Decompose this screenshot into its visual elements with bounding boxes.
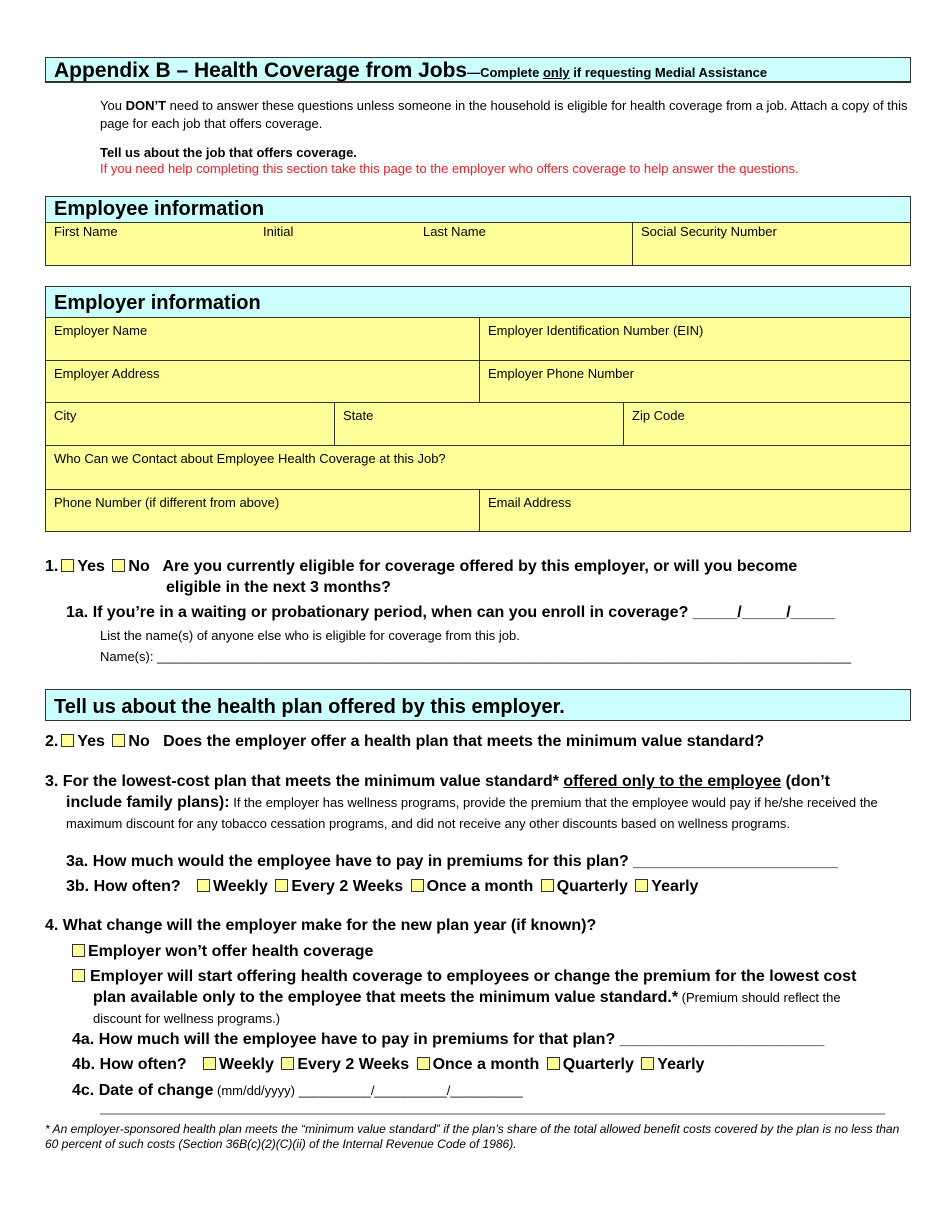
intro-text: You DON’T need to answer these questions unless someone in the household is eligible for health coverage from a job. Attach a copy of this page for each job that offers coverage.: [100, 98, 908, 131]
question-2: 2. Yes No Does the employer offer a health plan that meets the minimum value standard?: [45, 733, 765, 750]
section-header: Employee information: [54, 198, 265, 220]
q2-yes-checkbox[interactable]: [61, 734, 74, 747]
q4-opt1-checkbox[interactable]: [72, 944, 85, 957]
ssn-field[interactable]: Social Security Number: [632, 223, 910, 265]
employer-phone-field[interactable]: Employer Phone Number: [479, 361, 910, 402]
q4b-monthly-checkbox[interactable]: [417, 1057, 430, 1070]
health-plan-header: Tell us about the health plan offered by this employer.: [45, 689, 911, 721]
question-3: 3. For the lowest-cost plan that meets the minimum value standard* offered only to the employee (don’t include family plans): If the employer has wellness programs, provide the premium that the employee would pay if he/she received the maximum discount for any tobacco cessation programs, and did not receive any other discounts based on wellness programs.: [45, 773, 878, 831]
question-4c[interactable]: 4c. Date of change (mm/dd/yyyy) __________/__________/__________: [72, 1082, 523, 1099]
footnote: * An employer-sponsored health plan meets the “minimum value standard” if the plan’s share of the total allowed benefit costs covered by the plan is no less than 60 percent of such costs (Section 36B(c)(2)(C)(ii) of the Internal Revenue Code of 1986).: [45, 1122, 900, 1151]
divider: [100, 1113, 885, 1115]
city-field[interactable]: City: [54, 408, 77, 423]
q4-opt2-checkbox[interactable]: [72, 969, 85, 982]
q4-option-2: Employer will start offering health coverage to employees or change the premium for the lowest cost plan available only to the employee that meets the minimum value standard.* (Premium should reflect the discount for wellness programs.): [72, 966, 892, 1029]
employee-section: [45, 196, 911, 266]
question-4: 4. What change will the employer make for the new plan year (if known)?: [45, 917, 597, 934]
tell-us-job: Tell us about the job that offers coverage.: [100, 145, 357, 160]
q3b-biweekly-checkbox[interactable]: [275, 879, 288, 892]
employer-address-field[interactable]: Employer Address: [54, 366, 160, 381]
question-1: 1. Yes No Are you currently eligible for coverage offered by this employer, or will you become eligible in the next 3 months?: [45, 558, 798, 596]
phone2-field[interactable]: Phone Number (if different from above): [54, 495, 280, 510]
section-header: Employer information: [54, 292, 261, 314]
q4b-weekly-checkbox[interactable]: [203, 1057, 216, 1070]
names-field[interactable]: Name(s): ________________________________________________________________________________________________: [100, 649, 852, 664]
list-names-label: List the name(s) of anyone else who is eligible for coverage from this job.: [100, 628, 520, 643]
email-field[interactable]: Email Address: [479, 490, 910, 531]
state-field[interactable]: State: [334, 403, 623, 445]
q4b-yearly-checkbox[interactable]: [641, 1057, 654, 1070]
q2-no-checkbox[interactable]: [112, 734, 125, 747]
q4-option-1: Employer won’t offer health coverage: [72, 941, 373, 962]
employee-name-field[interactable]: First Name Initial Last Name: [54, 224, 486, 239]
q4b-quarterly-checkbox[interactable]: [547, 1057, 560, 1070]
q3b-yearly-checkbox[interactable]: [635, 879, 648, 892]
help-note: If you need help completing this section take this page to the employer who offers coverage to help answer the questions.: [100, 161, 799, 176]
question-3a[interactable]: 3a. How much would the employee have to pay in premiums for this plan? _______________________: [66, 853, 838, 870]
employer-section: [45, 286, 911, 532]
question-1a[interactable]: 1a. If you’re in a waiting or probationary period, when can you enroll in coverage? _____/_____/_____: [66, 604, 836, 621]
q4b-biweekly-checkbox[interactable]: [281, 1057, 294, 1070]
ein-field[interactable]: Employer Identification Number (EIN): [479, 318, 910, 360]
page-title: Appendix B – Health Coverage from Jobs—Complete only if requesting Medial Assistance: [45, 57, 911, 83]
question-3b: 3b. How often? Weekly Every 2 Weeks Once a month Quarterly Yearly: [66, 878, 699, 895]
q3b-monthly-checkbox[interactable]: [411, 879, 424, 892]
question-4b: 4b. How often? Weekly Every 2 Weeks Once a month Quarterly Yearly: [72, 1056, 705, 1073]
q1-yes-checkbox[interactable]: [61, 559, 74, 572]
employer-name-field[interactable]: Employer Name: [54, 323, 148, 338]
q3b-weekly-checkbox[interactable]: [197, 879, 210, 892]
question-4a[interactable]: 4a. How much will the employee have to pay in premiums for that plan? _______________________: [72, 1031, 825, 1048]
zip-field[interactable]: Zip Code: [623, 403, 910, 445]
q1-no-checkbox[interactable]: [112, 559, 125, 572]
contact-field[interactable]: Who Can we Contact about Employee Health Coverage at this Job?: [54, 451, 446, 466]
q3b-quarterly-checkbox[interactable]: [541, 879, 554, 892]
